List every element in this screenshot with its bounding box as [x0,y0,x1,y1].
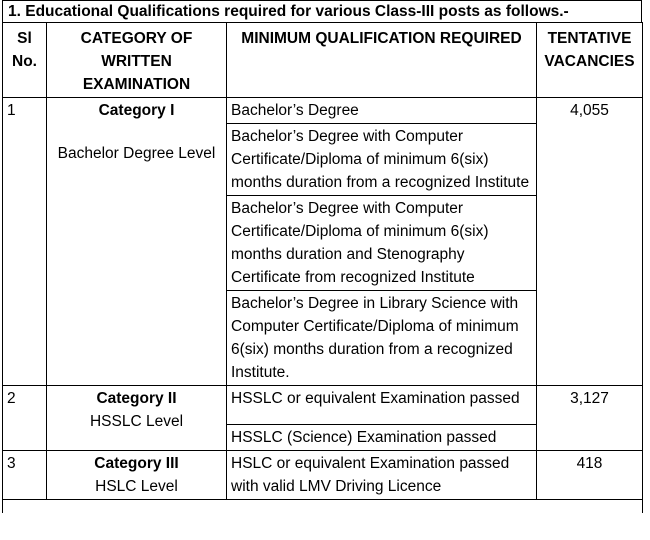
qualification-cell: Bachelor’s Degree with Computer Certificate/Diploma of minimum 6(six) months duration and Stenography Certificate from recognized Institute [227,196,537,291]
col-header-qualification: MINIMUM QUALIFICATION REQUIRED [227,23,537,98]
category-level: Bachelor Degree Level [57,145,216,162]
table-tail-cell [3,500,643,514]
sl-cell: 1 [3,98,47,386]
vacancies-cell: 418 [537,451,643,500]
qualification-cell: Bachelor’s Degree in Library Science with Computer Certificate/Diploma of minimum 6(six) months duration from a recognized Institute. [227,291,537,386]
col-header-category: CATEGORY OF WRITTEN EXAMINATION [47,23,227,98]
col-header-vacancies: TENTATIVE VACANCIES [537,23,643,98]
qualification-cell: Bachelor’s Degree with Computer Certificate/Diploma of minimum 6(six) months duration from a recognized Institute [227,124,537,196]
section-heading: 1. Educational Qualifications required for various Class-III posts as follows.- [2,0,642,22]
header-row [3,23,643,98]
qualifications-table [2,22,643,513]
category-level: HSLC Level [95,478,178,495]
qualification-cell: Bachelor’s Degree [227,98,537,124]
table-row [3,451,643,500]
sl-cell: 3 [3,451,47,500]
category-name: Category III [94,455,179,472]
category-name: Category II [96,390,177,407]
table-tail-row [3,500,643,514]
vacancies-cell: 4,055 [537,98,643,386]
category-name: Category I [98,102,175,119]
qualification-cell: HSLC or equivalent Examination passed with valid LMV Driving Licence [227,451,537,500]
qualification-cell: HSSLC (Science) Examination passed [227,425,537,451]
sl-cell: 2 [3,386,47,451]
vacancies-cell: 3,127 [537,386,643,451]
table-row [3,98,643,124]
category-cell [47,386,227,451]
col-header-sl: Sl No. [3,23,47,98]
category-cell [47,98,227,386]
qualification-cell: HSSLC or equivalent Examination passed [227,386,537,425]
table-row [3,386,643,425]
category-cell [47,451,227,500]
category-level: HSSLC Level [89,413,184,430]
